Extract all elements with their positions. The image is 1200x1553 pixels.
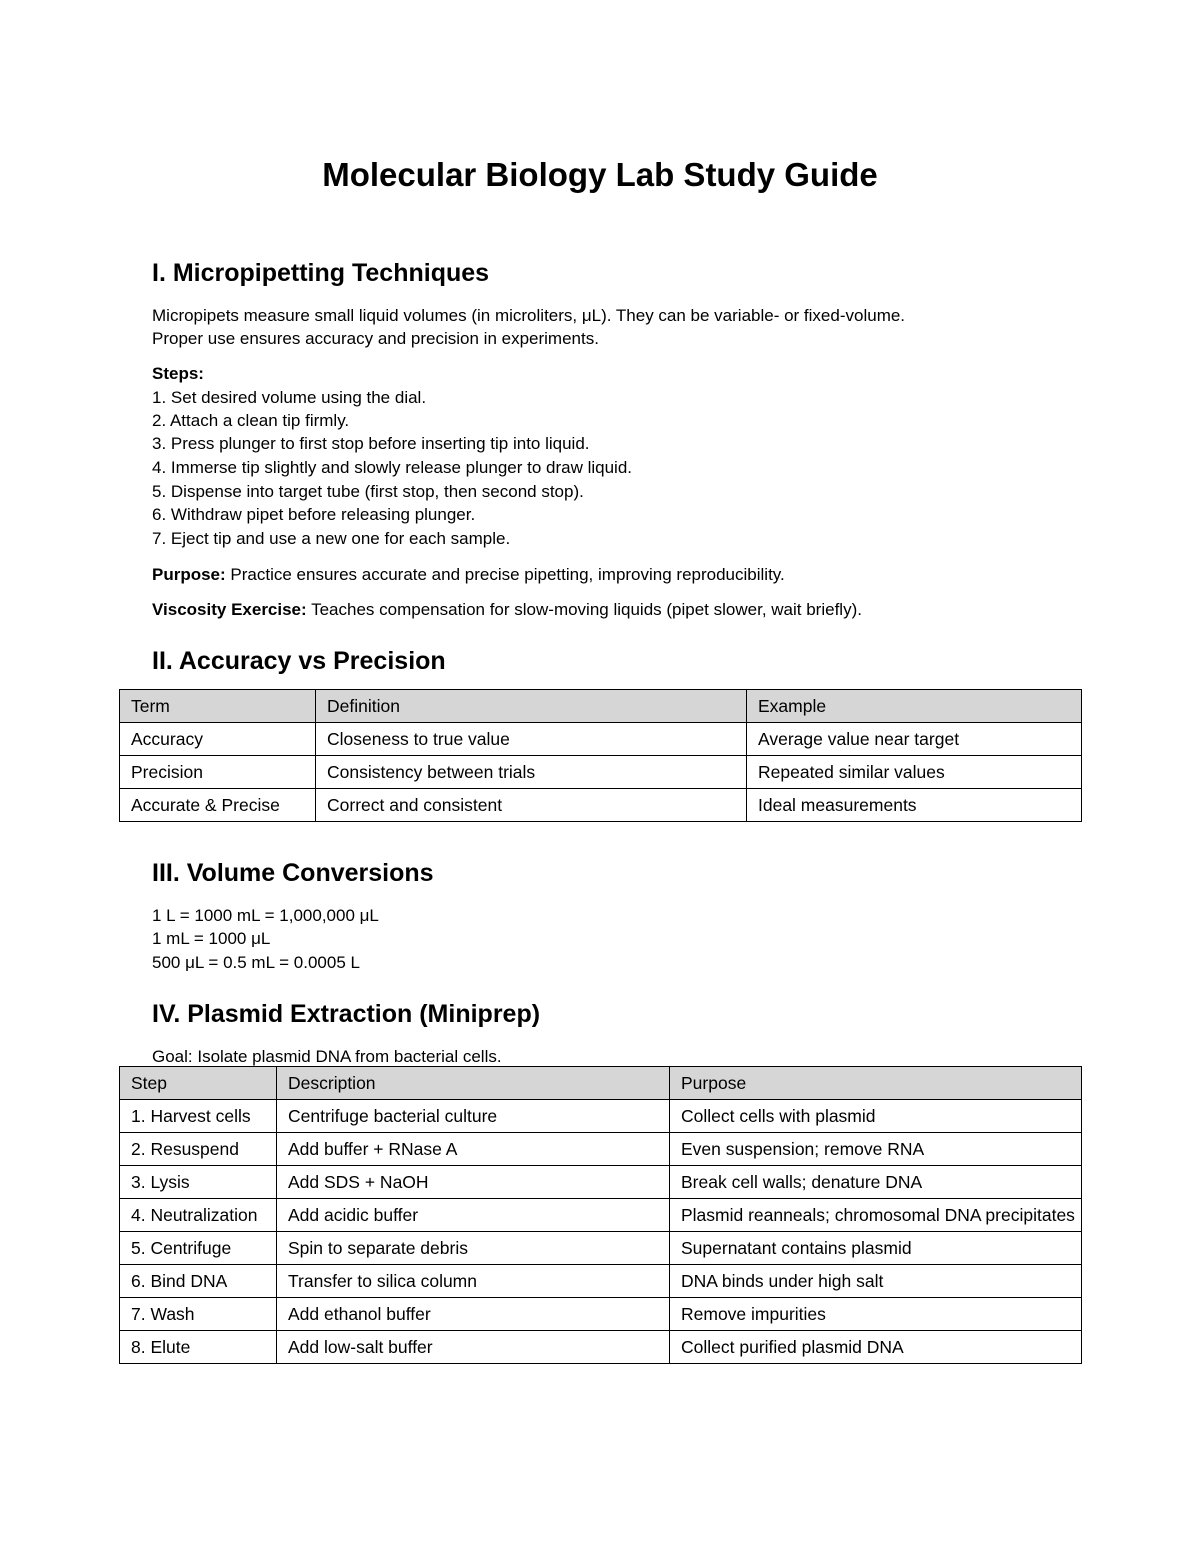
purpose-label: Purpose:: [152, 565, 226, 584]
viscosity-paragraph: [152, 598, 862, 622]
table-cell: Accurate & Precise: [120, 789, 316, 822]
step-item: 5. Dispense into target tube (first stop, then second stop).: [152, 482, 584, 501]
table-cell: Centrifuge bacterial culture: [277, 1100, 670, 1133]
table-cell: Correct and consistent: [316, 789, 747, 822]
intro-line: Micropipets measure small liquid volumes (in microliters, μL). They can be variable- or fixed-volume.: [152, 306, 906, 325]
section-heading-volume-conversions: III. Volume Conversions: [152, 859, 434, 887]
table-row: [120, 723, 1082, 756]
page-title: Molecular Biology Lab Study Guide: [322, 156, 878, 193]
table-cell: Ideal measurements: [747, 789, 1082, 822]
miniprep-table: [119, 1066, 1082, 1364]
section-heading-accuracy-precision: II. Accuracy vs Precision: [152, 647, 446, 675]
table-cell: Transfer to silica column: [277, 1265, 670, 1298]
table-cell: 3. Lysis: [120, 1166, 277, 1199]
table-cell: Collect cells with plasmid: [670, 1100, 1082, 1133]
table-row: [120, 1166, 1082, 1199]
table-row: [120, 1298, 1082, 1331]
table-cell: Closeness to true value: [316, 723, 747, 756]
table-cell: Add acidic buffer: [277, 1199, 670, 1232]
table-row: [120, 1133, 1082, 1166]
conversion-line: 500 μL = 0.5 mL = 0.0005 L: [152, 953, 360, 972]
table-row: [120, 1100, 1082, 1133]
column-header: Definition: [316, 690, 747, 723]
table-row: [120, 789, 1082, 822]
step-item: 1. Set desired volume using the dial.: [152, 388, 427, 407]
table-header-row: [120, 1067, 1082, 1100]
table-cell: Repeated similar values: [747, 756, 1082, 789]
table-row: [120, 1199, 1082, 1232]
table-cell: 5. Centrifuge: [120, 1232, 277, 1265]
step-item: 4. Immerse tip slightly and slowly release plunger to draw liquid.: [152, 458, 633, 477]
table-cell: Plasmid reanneals; chromosomal DNA precipitates: [670, 1199, 1082, 1232]
column-header: Description: [277, 1067, 670, 1100]
table-cell: Collect purified plasmid DNA: [670, 1331, 1082, 1364]
conversion-line: 1 mL = 1000 μL: [152, 929, 271, 948]
step-item: 2. Attach a clean tip firmly.: [152, 411, 350, 430]
table-cell: Even suspension; remove RNA: [670, 1133, 1082, 1166]
table-cell: 1. Harvest cells: [120, 1100, 277, 1133]
table-row: [120, 1232, 1082, 1265]
column-header: Term: [120, 690, 316, 723]
intro-line: Proper use ensures accuracy and precision in experiments.: [152, 329, 599, 348]
table-cell: 6. Bind DNA: [120, 1265, 277, 1298]
table-cell: Remove impurities: [670, 1298, 1082, 1331]
accuracy-precision-table: [119, 689, 1082, 822]
steps-label: Steps:: [152, 364, 204, 383]
goal-text: Goal: Isolate plasmid DNA from bacterial cells.: [152, 1047, 502, 1066]
table-cell: 8. Elute: [120, 1331, 277, 1364]
table-cell: 7. Wash: [120, 1298, 277, 1331]
table-row: [120, 1265, 1082, 1298]
table-cell: Accuracy: [120, 723, 316, 756]
table-cell: Add SDS + NaOH: [277, 1166, 670, 1199]
step-item: 3. Press plunger to first stop before inserting tip into liquid.: [152, 434, 590, 453]
step-item: 7. Eject tip and use a new one for each sample.: [152, 529, 511, 548]
table-cell: Add low-salt buffer: [277, 1331, 670, 1364]
column-header: Purpose: [670, 1067, 1082, 1100]
conversion-line: 1 L = 1000 mL = 1,000,000 μL: [152, 906, 379, 925]
column-header: Step: [120, 1067, 277, 1100]
table-cell: 4. Neutralization: [120, 1199, 277, 1232]
table-cell: Precision: [120, 756, 316, 789]
column-header: Example: [747, 690, 1082, 723]
viscosity-label: Viscosity Exercise:: [152, 600, 307, 619]
table-cell: Supernatant contains plasmid: [670, 1232, 1082, 1265]
table-row: [120, 756, 1082, 789]
table-cell: DNA binds under high salt: [670, 1265, 1082, 1298]
purpose-paragraph: [152, 563, 785, 587]
table-cell: Spin to separate debris: [277, 1232, 670, 1265]
purpose-text: Practice ensures accurate and precise pipetting, improving reproducibility.: [225, 565, 785, 584]
table-header-row: [120, 690, 1082, 723]
table-cell: Average value near target: [747, 723, 1082, 756]
section-heading-plasmid-extraction: IV. Plasmid Extraction (Miniprep): [152, 1000, 541, 1028]
table-cell: 2. Resuspend: [120, 1133, 277, 1166]
viscosity-text: Teaches compensation for slow-moving liquids (pipet slower, wait briefly).: [306, 600, 862, 619]
section-heading-micropipetting: I. Micropipetting Techniques: [152, 259, 490, 287]
table-cell: Add buffer + RNase A: [277, 1133, 670, 1166]
table-cell: Add ethanol buffer: [277, 1298, 670, 1331]
table-cell: Break cell walls; denature DNA: [670, 1166, 1082, 1199]
table-row: [120, 1331, 1082, 1364]
table-cell: Consistency between trials: [316, 756, 747, 789]
step-item: 6. Withdraw pipet before releasing plunger.: [152, 505, 476, 524]
